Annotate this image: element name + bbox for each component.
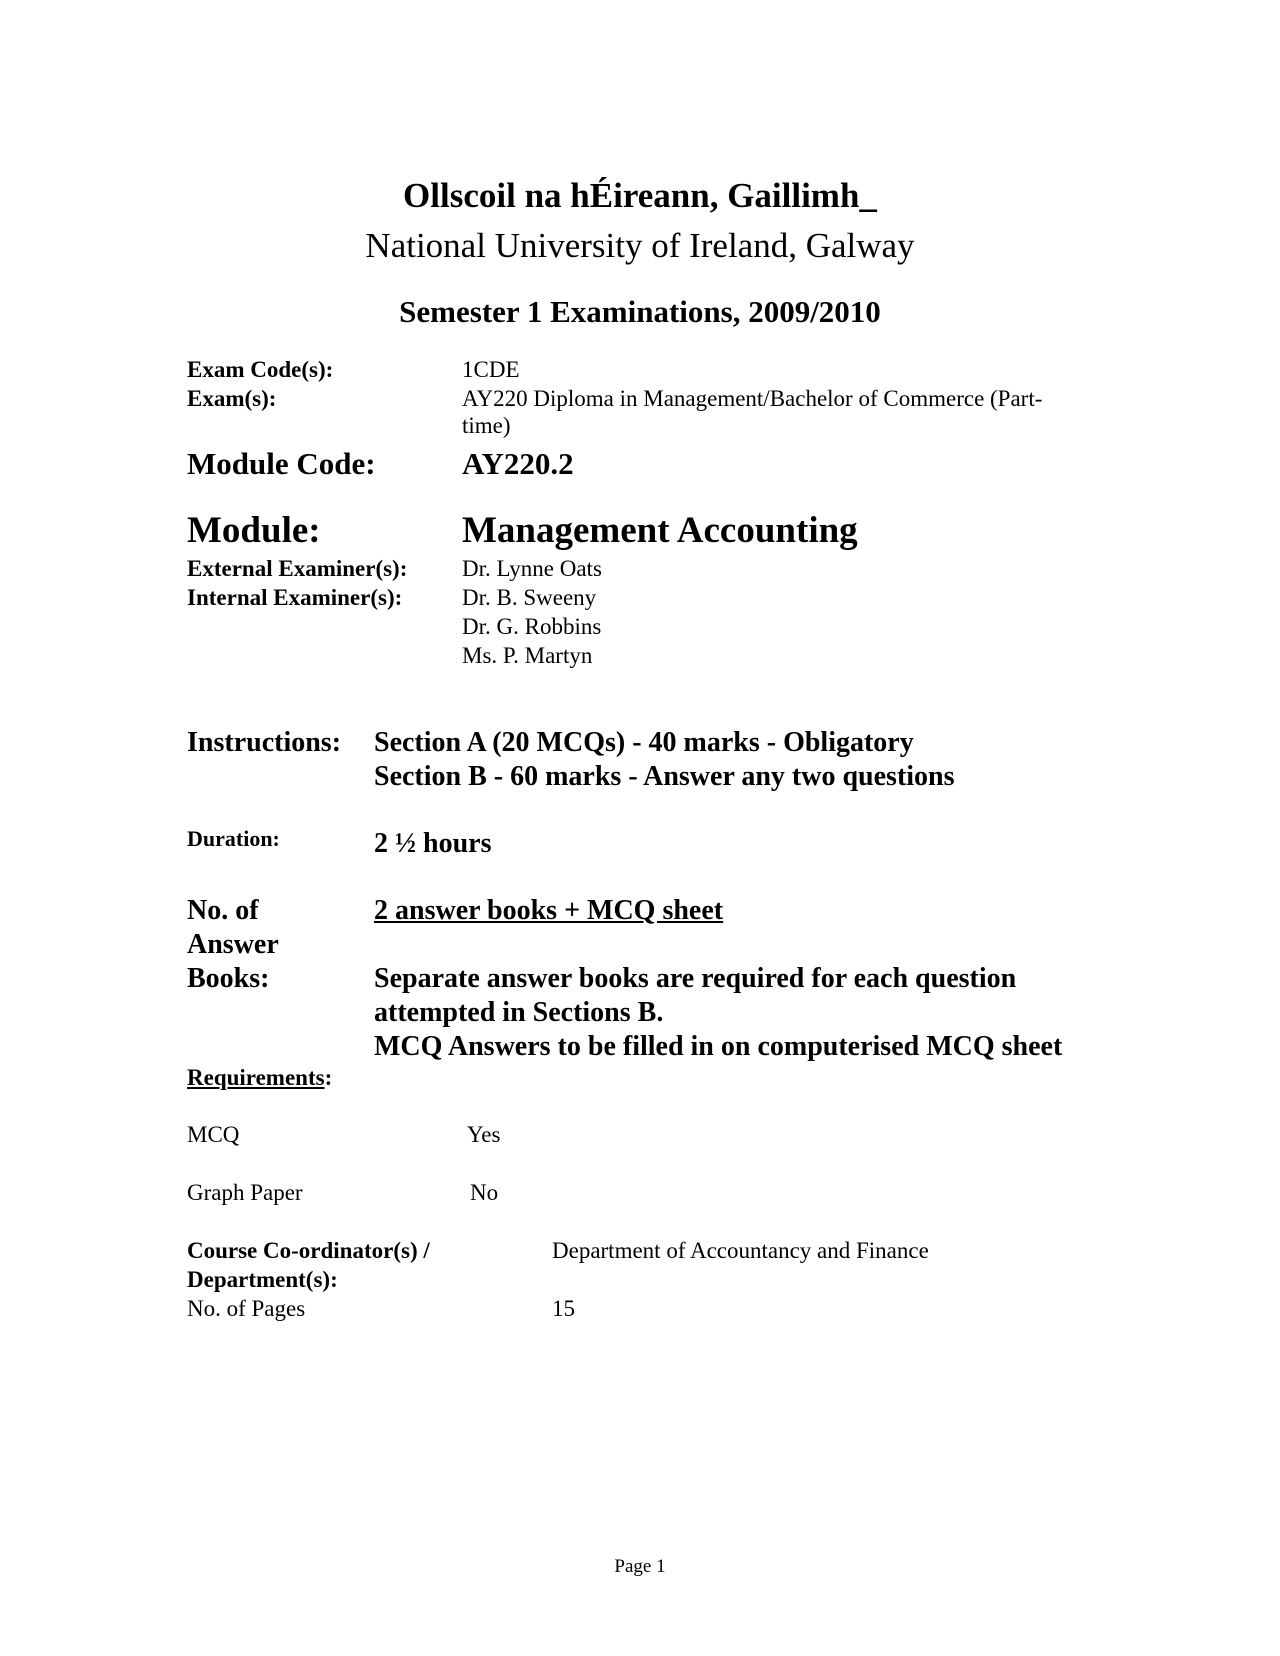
internal-examiner-name: Dr. G. Robbins bbox=[462, 614, 602, 639]
coordinator-label: Course Co-ordinator(s) / bbox=[187, 1238, 430, 1263]
requirements-label: Requirements bbox=[187, 1065, 325, 1090]
semester-title: Semester 1 Examinations, 2009/2010 bbox=[399, 294, 881, 329]
requirements-heading bbox=[187, 1065, 332, 1091]
answer-books-note: Separate answer books are required for each question bbox=[374, 963, 1017, 994]
external-examiner-label: External Examiner(s): bbox=[187, 556, 408, 581]
instructions-label: Instructions: bbox=[187, 727, 342, 758]
requirement-value: No bbox=[470, 1180, 499, 1205]
page-number: Page 1 bbox=[614, 1556, 666, 1577]
exam-label: Exam(s): bbox=[187, 386, 277, 411]
module-code-value: AY220.2 bbox=[462, 446, 574, 481]
external-examiner-value: Dr. Lynne Oats bbox=[462, 556, 602, 581]
pages-label: No. of Pages bbox=[187, 1296, 306, 1321]
answer-books-note: MCQ Answers to be filled in on computerised MCQ sheet bbox=[374, 1031, 1063, 1062]
pages-value: 15 bbox=[552, 1296, 575, 1321]
answer-books-label: No. of bbox=[187, 895, 259, 926]
internal-examiner-label: Internal Examiner(s): bbox=[187, 585, 403, 610]
instructions-line: Section A (20 MCQs) - 40 marks - Obligatory bbox=[374, 727, 914, 758]
exam-code-value: 1CDE bbox=[462, 357, 520, 382]
duration-label: Duration: bbox=[187, 826, 280, 851]
duration-value: 2 ½ hours bbox=[374, 828, 492, 859]
answer-books-note: attempted in Sections B. bbox=[374, 997, 664, 1028]
answer-books-label: Books: bbox=[187, 963, 270, 994]
module-value: Management Accounting bbox=[462, 510, 858, 551]
answer-books-label: Answer bbox=[187, 929, 279, 960]
internal-examiner-name: Dr. B. Sweeny bbox=[462, 585, 597, 610]
module-label: Module: bbox=[187, 510, 321, 551]
exam-code-label: Exam Code(s): bbox=[187, 357, 334, 382]
instructions-line: Section B - 60 marks - Answer any two questions bbox=[374, 761, 955, 792]
coordinator-value: Department of Accountancy and Finance bbox=[552, 1238, 929, 1263]
exam-value-line2: time) bbox=[462, 413, 511, 438]
requirement-value: Yes bbox=[467, 1122, 501, 1147]
coordinator-label: Department(s): bbox=[187, 1267, 338, 1292]
exam-value-line1: AY220 Diploma in Management/Bachelor of Commerce (Part- bbox=[462, 386, 1043, 411]
requirement-name: MCQ bbox=[187, 1122, 240, 1147]
module-code-label: Module Code: bbox=[187, 446, 376, 481]
requirement-name: Graph Paper bbox=[187, 1180, 303, 1205]
irish-title: Ollscoil na hÉireann, Gaillimh_ bbox=[403, 176, 877, 215]
internal-examiner-name: Ms. P. Martyn bbox=[462, 643, 593, 668]
english-title: National University of Ireland, Galway bbox=[365, 226, 915, 265]
requirements-colon: : bbox=[324, 1065, 333, 1090]
answer-books-value: 2 answer books + MCQ sheet bbox=[374, 895, 724, 926]
